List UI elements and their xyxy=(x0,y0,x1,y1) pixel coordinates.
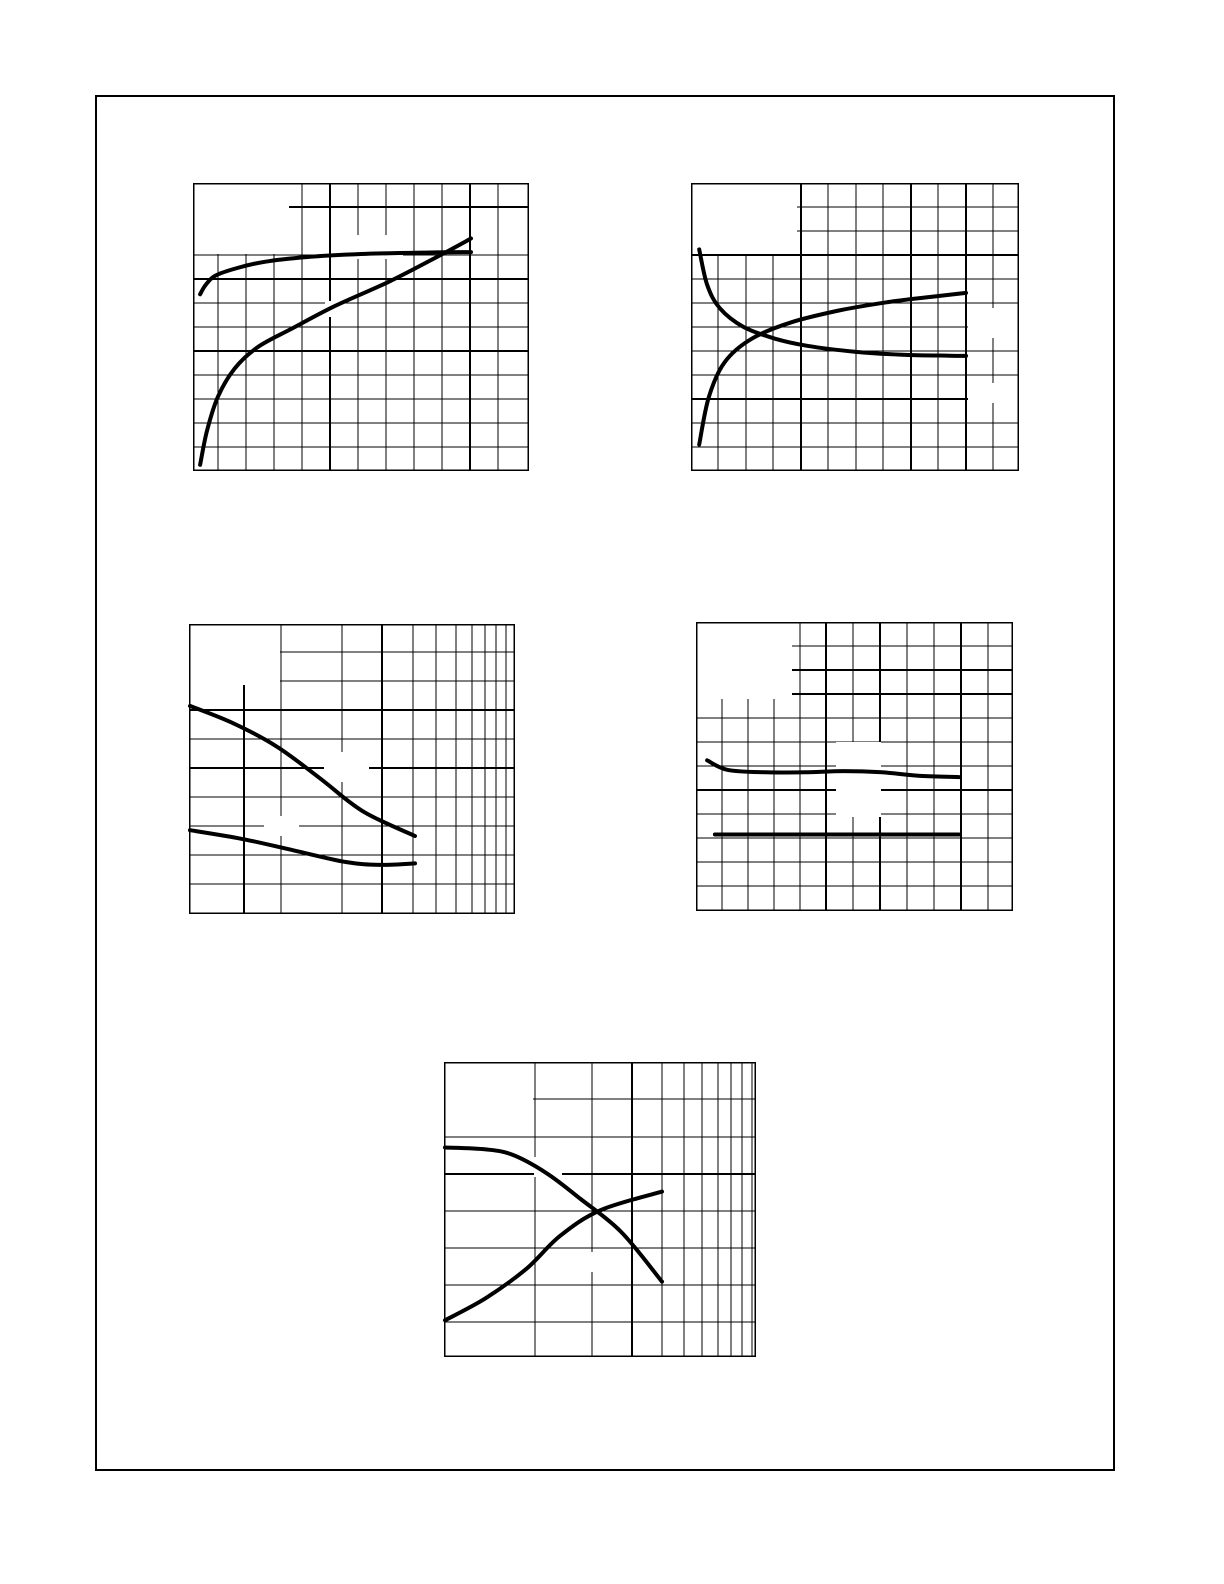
label-area xyxy=(836,742,881,817)
series-line-2 xyxy=(699,293,966,445)
label-area xyxy=(968,308,1018,338)
label-area xyxy=(445,1063,533,1103)
label-area xyxy=(194,184,289,254)
label-area xyxy=(324,752,369,782)
label-area xyxy=(264,816,299,836)
label-area xyxy=(584,1252,612,1272)
series-line-1 xyxy=(707,760,959,777)
chart-1 xyxy=(193,183,529,471)
chart-5 xyxy=(444,1062,756,1357)
chart-4 xyxy=(696,622,1013,911)
label-area xyxy=(692,184,797,254)
chart-2 xyxy=(691,183,1019,471)
chart-3 xyxy=(189,624,515,914)
label-area xyxy=(968,383,1018,403)
label-area xyxy=(190,625,280,685)
label-area xyxy=(697,623,792,699)
